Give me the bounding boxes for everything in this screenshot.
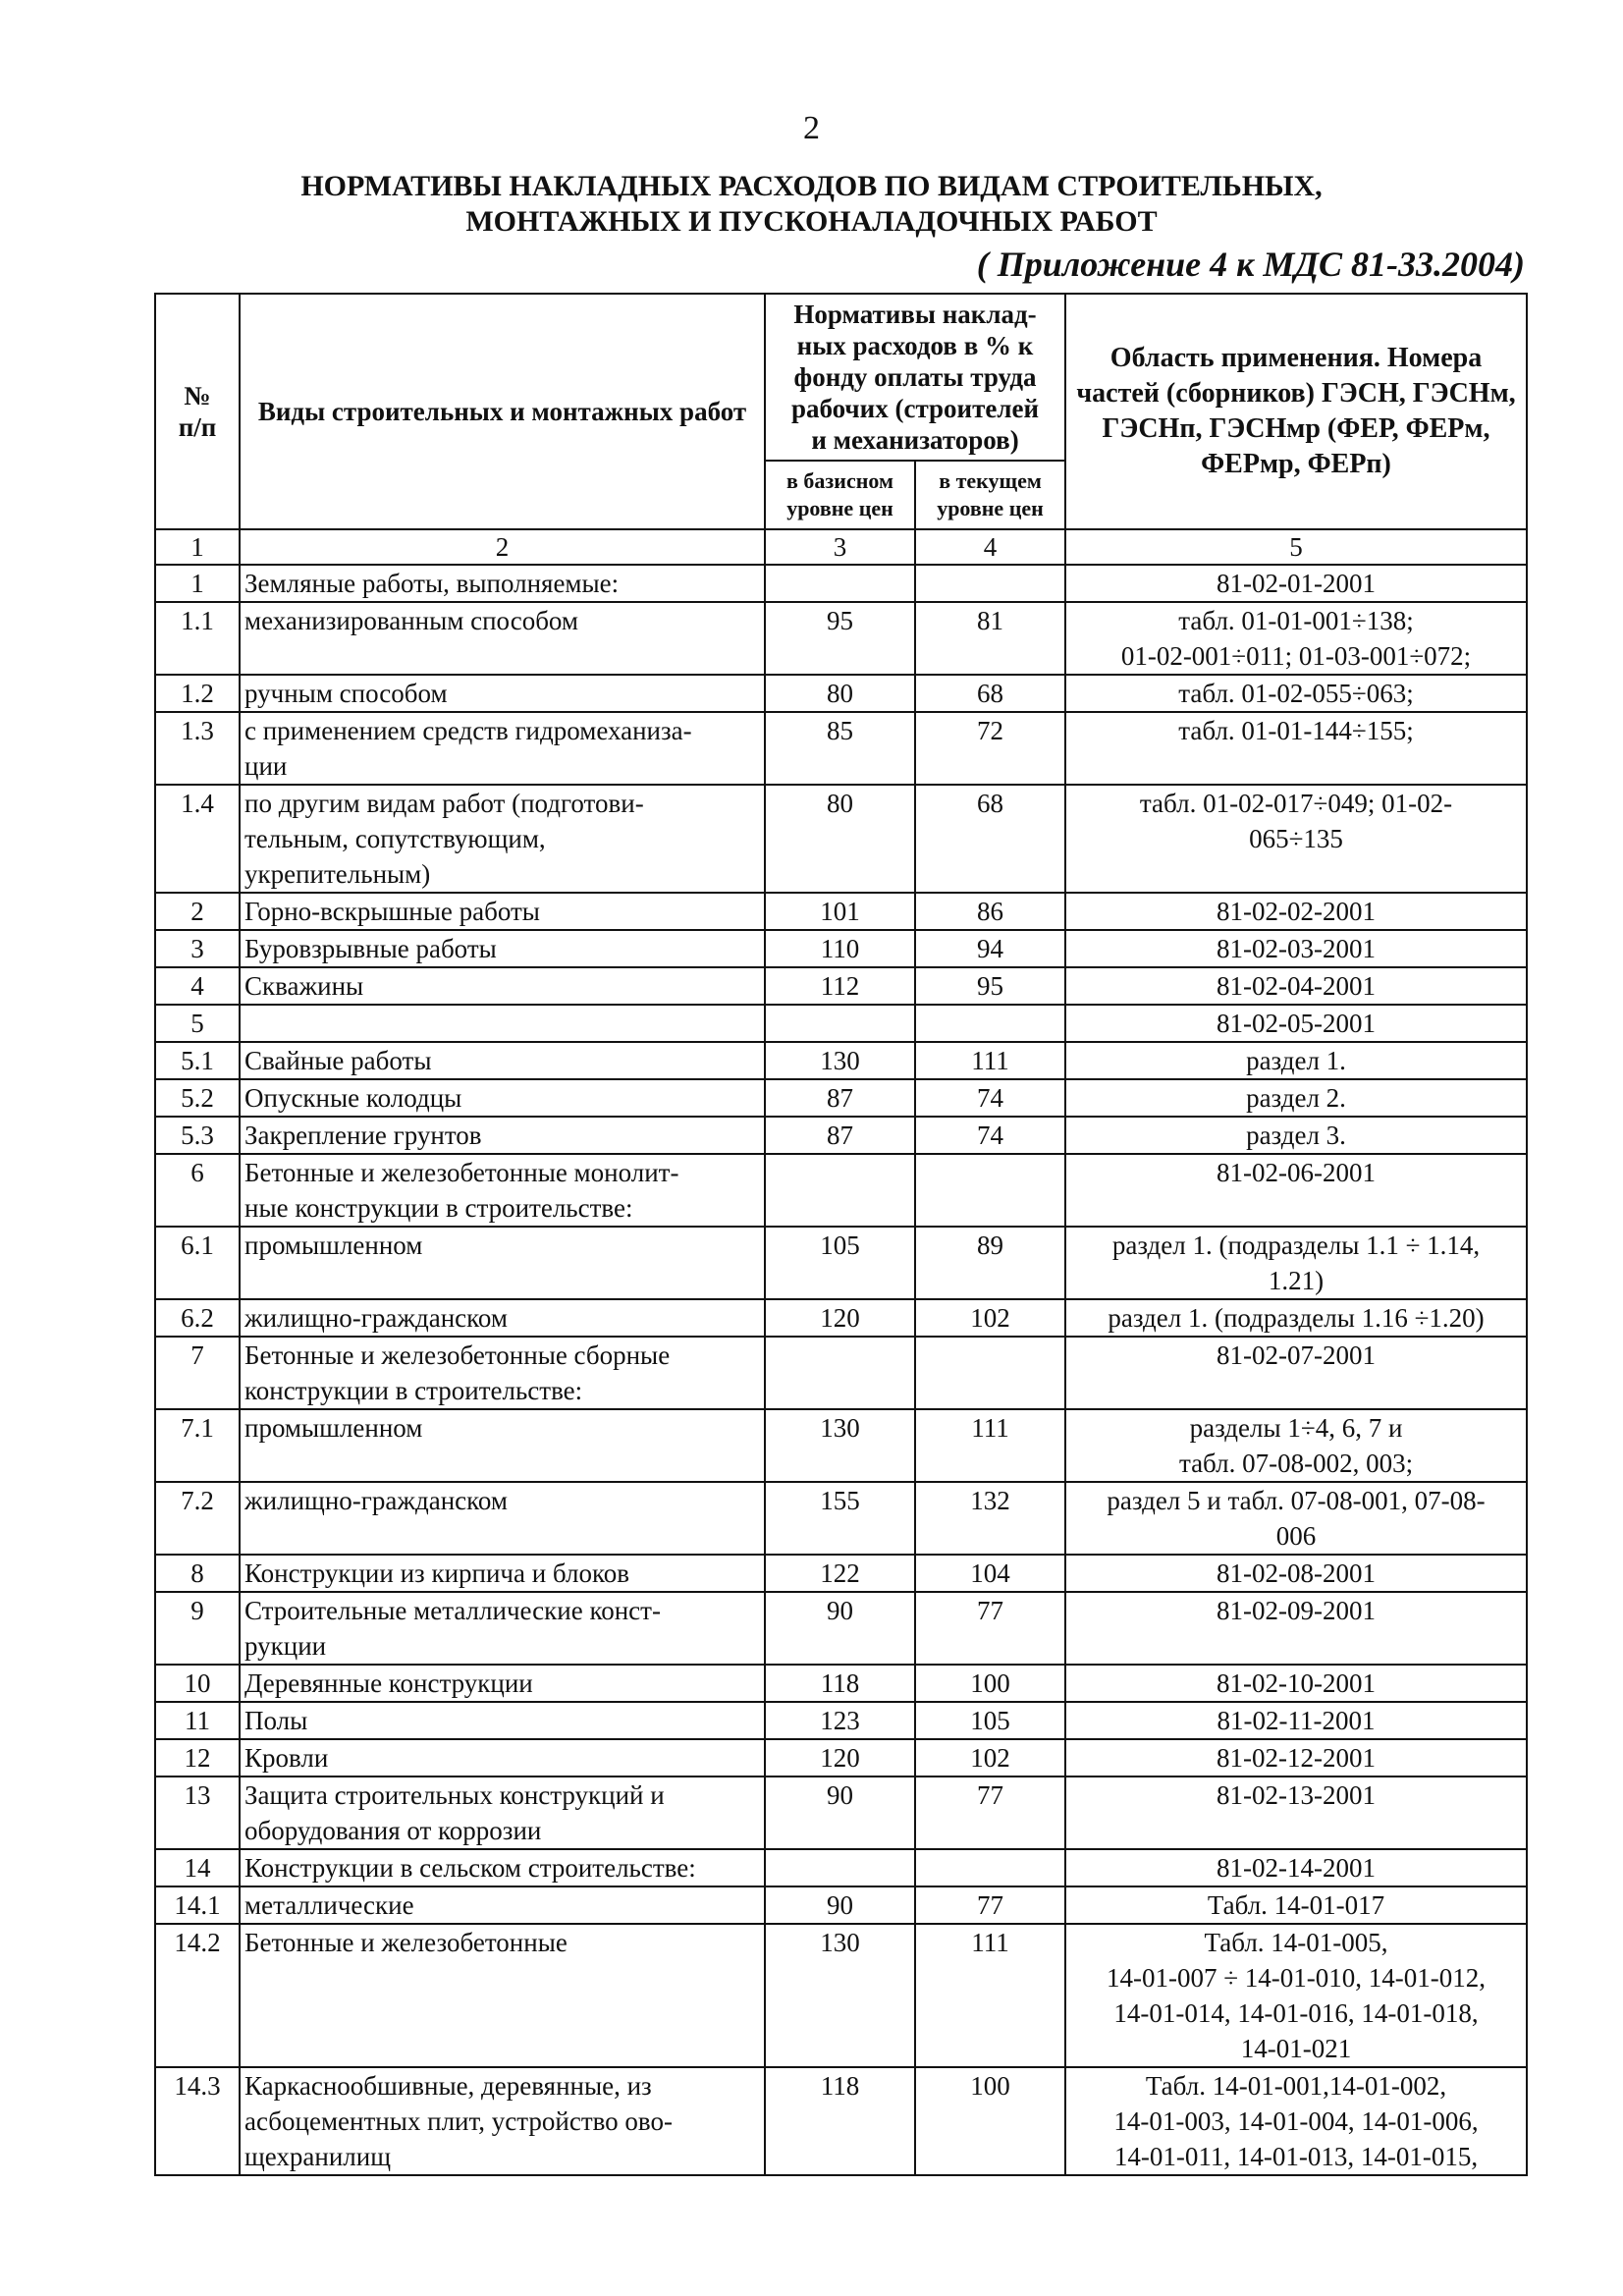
work-type: Бетонные и железобетонные bbox=[240, 1924, 765, 2067]
norm-current-percent bbox=[915, 565, 1065, 602]
norm-base-percent: 95 bbox=[765, 602, 915, 675]
table-row bbox=[155, 602, 1527, 675]
header-norms: Нормативы наклад- ных расходов в % к фонду оплаты труда рабочих (строителей и механизаторов) bbox=[765, 294, 1065, 461]
norm-base-percent: 120 bbox=[765, 1739, 915, 1777]
application-area: раздел 1. bbox=[1065, 1042, 1527, 1079]
application-area: раздел 1. (подразделы 1.16 ÷1.20) bbox=[1065, 1299, 1527, 1337]
work-type bbox=[240, 1005, 765, 1042]
work-type: Земляные работы, выполняемые: bbox=[240, 565, 765, 602]
norm-base-percent: 120 bbox=[765, 1299, 915, 1337]
table-row bbox=[155, 930, 1527, 967]
application-area: 81-02-10-2001 bbox=[1065, 1665, 1527, 1702]
application-area: раздел 2. bbox=[1065, 1079, 1527, 1117]
row-number: 3 bbox=[155, 930, 240, 967]
norm-base-percent: 87 bbox=[765, 1117, 915, 1154]
norm-base-percent: 90 bbox=[765, 1886, 915, 1924]
header-current-prices: в текущем уровне цен bbox=[915, 461, 1065, 529]
application-area: 81-02-04-2001 bbox=[1065, 967, 1527, 1005]
row-number: 6 bbox=[155, 1154, 240, 1227]
work-type: жилищно-гражданском bbox=[240, 1299, 765, 1337]
application-area: Табл. 14-01-001,14-01-002, 14-01-003, 14-01-004, 14-01-006, 14-01-011, 14-01-013, 14-01-015, bbox=[1065, 2067, 1527, 2175]
norm-current-percent: 74 bbox=[915, 1117, 1065, 1154]
norm-current-percent bbox=[915, 1337, 1065, 1409]
norm-current-percent bbox=[915, 1849, 1065, 1886]
application-area: раздел 1. (подразделы 1.1 ÷ 1.14, 1.21) bbox=[1065, 1227, 1527, 1299]
application-area: разделы 1÷4, 6, 7 и табл. 07-08-002, 003; bbox=[1065, 1409, 1527, 1482]
application-area: 81-02-05-2001 bbox=[1065, 1005, 1527, 1042]
norm-current-percent: 111 bbox=[915, 1042, 1065, 1079]
work-type: Полы bbox=[240, 1702, 765, 1739]
column-numbers-row bbox=[155, 529, 1527, 565]
norm-base-percent bbox=[765, 1005, 915, 1042]
application-area: табл. 01-02-017÷049; 01-02- 065÷135 bbox=[1065, 785, 1527, 893]
table-row bbox=[155, 1739, 1527, 1777]
title-line-2: МОНТАЖНЫХ И ПУСКОНАЛАДОЧНЫХ РАБОТ bbox=[465, 205, 1158, 238]
norm-base-percent: 155 bbox=[765, 1482, 915, 1555]
table-row bbox=[155, 675, 1527, 712]
table-row bbox=[155, 785, 1527, 893]
work-type: Конструкции в сельском строительстве: bbox=[240, 1849, 765, 1886]
row-number: 4 bbox=[155, 967, 240, 1005]
table-row bbox=[155, 1665, 1527, 1702]
norm-current-percent: 89 bbox=[915, 1227, 1065, 1299]
work-type: Деревянные конструкции bbox=[240, 1665, 765, 1702]
application-area: 81-02-01-2001 bbox=[1065, 565, 1527, 602]
norm-current-percent: 95 bbox=[915, 967, 1065, 1005]
table-row bbox=[155, 565, 1527, 602]
norm-base-percent: 90 bbox=[765, 1592, 915, 1665]
row-number: 14.2 bbox=[155, 1924, 240, 2067]
work-type: промышленном bbox=[240, 1409, 765, 1482]
row-number: 2 bbox=[155, 893, 240, 930]
table-row bbox=[155, 1555, 1527, 1592]
row-number: 13 bbox=[155, 1777, 240, 1849]
document-title bbox=[0, 169, 1623, 240]
norm-current-percent: 111 bbox=[915, 1924, 1065, 2067]
table-row bbox=[155, 1042, 1527, 1079]
work-type: ручным способом bbox=[240, 675, 765, 712]
norm-current-percent: 74 bbox=[915, 1079, 1065, 1117]
row-number: 6.2 bbox=[155, 1299, 240, 1337]
row-number: 5.2 bbox=[155, 1079, 240, 1117]
norm-base-percent: 110 bbox=[765, 930, 915, 967]
norm-current-percent: 77 bbox=[915, 1886, 1065, 1924]
table-row bbox=[155, 1299, 1527, 1337]
table-row bbox=[155, 712, 1527, 785]
work-type: промышленном bbox=[240, 1227, 765, 1299]
norm-current-percent bbox=[915, 1005, 1065, 1042]
application-area: табл. 01-01-144÷155; bbox=[1065, 712, 1527, 785]
row-number: 5.3 bbox=[155, 1117, 240, 1154]
application-area: Табл. 14-01-005, 14-01-007 ÷ 14-01-010, 14-01-012, 14-01-014, 14-01-016, 14-01-018, 14-01-021 bbox=[1065, 1924, 1527, 2067]
norm-base-percent: 80 bbox=[765, 675, 915, 712]
application-area: 81-02-07-2001 bbox=[1065, 1337, 1527, 1409]
column-number: 5 bbox=[1065, 529, 1527, 565]
norm-current-percent: 102 bbox=[915, 1739, 1065, 1777]
application-area: 81-02-02-2001 bbox=[1065, 893, 1527, 930]
table-row bbox=[155, 1079, 1527, 1117]
table-row bbox=[155, 2067, 1527, 2175]
row-number: 7 bbox=[155, 1337, 240, 1409]
application-area: Табл. 14-01-017 bbox=[1065, 1886, 1527, 1924]
row-number: 1.2 bbox=[155, 675, 240, 712]
column-number: 4 bbox=[915, 529, 1065, 565]
table-row bbox=[155, 1337, 1527, 1409]
work-type: Буровзрывные работы bbox=[240, 930, 765, 967]
norm-base-percent bbox=[765, 1337, 915, 1409]
row-number: 5.1 bbox=[155, 1042, 240, 1079]
norm-base-percent: 87 bbox=[765, 1079, 915, 1117]
row-number: 1.1 bbox=[155, 602, 240, 675]
row-number: 1.3 bbox=[155, 712, 240, 785]
application-area: 81-02-12-2001 bbox=[1065, 1739, 1527, 1777]
table-row bbox=[155, 1117, 1527, 1154]
header-base-prices: в базисном уровне цен bbox=[765, 461, 915, 529]
norm-base-percent: 112 bbox=[765, 967, 915, 1005]
norm-current-percent: 86 bbox=[915, 893, 1065, 930]
norm-base-percent: 118 bbox=[765, 2067, 915, 2175]
work-type: Строительные металлические конст- рукции bbox=[240, 1592, 765, 1665]
norm-current-percent: 68 bbox=[915, 785, 1065, 893]
column-number: 1 bbox=[155, 529, 240, 565]
table-row bbox=[155, 1482, 1527, 1555]
table-row bbox=[155, 1005, 1527, 1042]
row-number: 1 bbox=[155, 565, 240, 602]
norm-current-percent: 94 bbox=[915, 930, 1065, 967]
application-area: табл. 01-01-001÷138; 01-02-001÷011; 01-03-001÷072; bbox=[1065, 602, 1527, 675]
work-type: Конструкции из кирпича и блоков bbox=[240, 1555, 765, 1592]
norm-current-percent: 102 bbox=[915, 1299, 1065, 1337]
norm-current-percent bbox=[915, 1154, 1065, 1227]
norm-current-percent: 77 bbox=[915, 1777, 1065, 1849]
work-type: жилищно-гражданском bbox=[240, 1482, 765, 1555]
work-type: Опускные колодцы bbox=[240, 1079, 765, 1117]
norm-base-percent: 80 bbox=[765, 785, 915, 893]
norm-base-percent: 130 bbox=[765, 1409, 915, 1482]
table-row bbox=[155, 1409, 1527, 1482]
row-number: 6.1 bbox=[155, 1227, 240, 1299]
page-number: 2 bbox=[803, 110, 820, 146]
work-type: Каркаснообшивные, деревянные, из асбоцементных плит, устройство ово- щехранилищ bbox=[240, 2067, 765, 2175]
norm-base-percent bbox=[765, 565, 915, 602]
row-number: 7.2 bbox=[155, 1482, 240, 1555]
norm-current-percent: 132 bbox=[915, 1482, 1065, 1555]
application-area: 81-02-13-2001 bbox=[1065, 1777, 1527, 1849]
application-area: 81-02-09-2001 bbox=[1065, 1592, 1527, 1665]
header-application-area: Область применения. Номера частей (сборников) ГЭСН, ГЭСНм, ГЭСНп, ГЭСНмр (ФЕР, ФЕРм, ФЕРмр, ФЕРп) bbox=[1065, 294, 1527, 529]
norm-current-percent: 100 bbox=[915, 1665, 1065, 1702]
application-area: 81-02-14-2001 bbox=[1065, 1849, 1527, 1886]
application-area: 81-02-11-2001 bbox=[1065, 1702, 1527, 1739]
table-row bbox=[155, 1849, 1527, 1886]
table-row bbox=[155, 1924, 1527, 2067]
norm-current-percent: 81 bbox=[915, 602, 1065, 675]
row-number: 14.3 bbox=[155, 2067, 240, 2175]
norm-current-percent: 100 bbox=[915, 2067, 1065, 2175]
norm-base-percent: 122 bbox=[765, 1555, 915, 1592]
table-row bbox=[155, 967, 1527, 1005]
header-number: № п/п bbox=[155, 294, 240, 529]
norm-base-percent bbox=[765, 1849, 915, 1886]
row-number: 14.1 bbox=[155, 1886, 240, 1924]
table-row bbox=[155, 1227, 1527, 1299]
application-area: 81-02-06-2001 bbox=[1065, 1154, 1527, 1227]
norm-base-percent: 130 bbox=[765, 1042, 915, 1079]
column-number: 2 bbox=[240, 529, 765, 565]
table-row bbox=[155, 1154, 1527, 1227]
table-row bbox=[155, 893, 1527, 930]
row-number: 12 bbox=[155, 1739, 240, 1777]
work-type: Бетонные и железобетонные сборные конструкции в строительстве: bbox=[240, 1337, 765, 1409]
work-type: Закрепление грунтов bbox=[240, 1117, 765, 1154]
work-type: Горно-вскрышные работы bbox=[240, 893, 765, 930]
row-number: 8 bbox=[155, 1555, 240, 1592]
norm-base-percent: 105 bbox=[765, 1227, 915, 1299]
norm-base-percent: 118 bbox=[765, 1665, 915, 1702]
norm-base-percent: 90 bbox=[765, 1777, 915, 1849]
norm-current-percent: 111 bbox=[915, 1409, 1065, 1482]
work-type: Защита строительных конструкций и оборудования от коррозии bbox=[240, 1777, 765, 1849]
header-work-types: Виды строительных и монтажных работ bbox=[240, 294, 765, 529]
work-type: Кровли bbox=[240, 1739, 765, 1777]
table-body bbox=[155, 529, 1527, 2175]
norm-current-percent: 77 bbox=[915, 1592, 1065, 1665]
work-type: Скважины bbox=[240, 967, 765, 1005]
norm-current-percent: 105 bbox=[915, 1702, 1065, 1739]
table-row bbox=[155, 1702, 1527, 1739]
row-number: 14 bbox=[155, 1849, 240, 1886]
application-area: раздел 5 и табл. 07-08-001, 07-08- 006 bbox=[1065, 1482, 1527, 1555]
overhead-norms-table bbox=[154, 293, 1528, 2176]
work-type: Бетонные и железобетонные монолит- ные конструкции в строительстве: bbox=[240, 1154, 765, 1227]
norm-current-percent: 72 bbox=[915, 712, 1065, 785]
column-number: 3 bbox=[765, 529, 915, 565]
table-row bbox=[155, 1592, 1527, 1665]
work-type: механизированным способом bbox=[240, 602, 765, 675]
table-row bbox=[155, 1777, 1527, 1849]
work-type: металлические bbox=[240, 1886, 765, 1924]
row-number: 7.1 bbox=[155, 1409, 240, 1482]
application-area: раздел 3. bbox=[1065, 1117, 1527, 1154]
work-type: с применением средств гидромеханиза- ции bbox=[240, 712, 765, 785]
title-line-1: НОРМАТИВЫ НАКЛАДНЫХ РАСХОДОВ ПО ВИДАМ СТРОИТЕЛЬНЫХ, bbox=[300, 170, 1323, 202]
row-number: 5 bbox=[155, 1005, 240, 1042]
norm-base-percent: 130 bbox=[765, 1924, 915, 2067]
application-area: 81-02-08-2001 bbox=[1065, 1555, 1527, 1592]
norm-current-percent: 104 bbox=[915, 1555, 1065, 1592]
row-number: 9 bbox=[155, 1592, 240, 1665]
norm-base-percent: 101 bbox=[765, 893, 915, 930]
table-row bbox=[155, 1886, 1527, 1924]
work-type: по другим видам работ (подготови- тельным, сопутствующим, укрепительным) bbox=[240, 785, 765, 893]
work-type: Свайные работы bbox=[240, 1042, 765, 1079]
application-area: табл. 01-02-055÷063; bbox=[1065, 675, 1527, 712]
norm-base-percent bbox=[765, 1154, 915, 1227]
appendix-reference: ( Приложение 4 к МДС 81-33.2004) bbox=[976, 245, 1525, 284]
row-number: 11 bbox=[155, 1702, 240, 1739]
row-number: 10 bbox=[155, 1665, 240, 1702]
norm-base-percent: 123 bbox=[765, 1702, 915, 1739]
row-number: 1.4 bbox=[155, 785, 240, 893]
norm-base-percent: 85 bbox=[765, 712, 915, 785]
application-area: 81-02-03-2001 bbox=[1065, 930, 1527, 967]
norm-current-percent: 68 bbox=[915, 675, 1065, 712]
